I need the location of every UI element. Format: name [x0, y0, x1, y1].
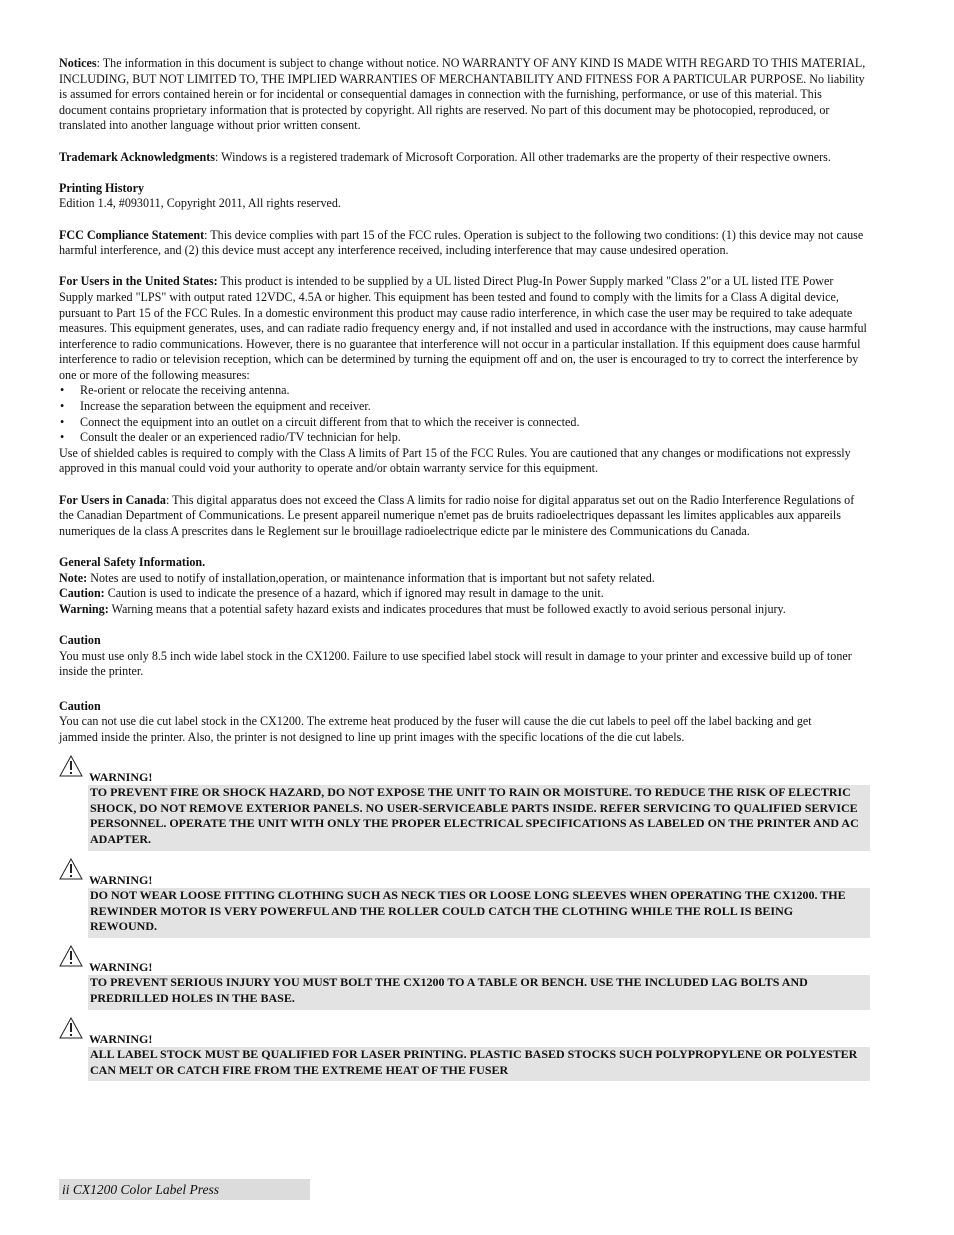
fcc-paragraph: [59, 228, 867, 259]
note-text: Notes are used to notify of installation,operation, or maintenance information that is important but not safety related.: [87, 570, 655, 585]
us-users-section: [59, 274, 867, 477]
printing-history-label: Printing History: [59, 180, 144, 195]
warning-triangle-icon: [59, 858, 83, 880]
fcc-text: : This device complies with part 15 of the FCC rules. Operation is subject to the following two conditions: (1) this device may not cause harmful interference, and (2) this device must accept any interference received, including interference that may cause undesired operation.: [59, 227, 864, 258]
list-item: • Re-orient or relocate the receiving antenna.: [59, 383, 867, 399]
caution-label: Caution:: [59, 586, 105, 601]
safety-section: [59, 555, 867, 617]
notices-text: : The information in this document is subject to change without notice. NO WARRANTY OF ANY KIND IS MADE WITH REGARD TO THIS MATERIAL, INCLUDING, BUT NOT LIMITED TO, THE IMPLIED WARRANTIES OF MERCHANTABILITY AND FITNESS FOR A PARTICULAR PURPOSE. No liability is assumed for errors contained herein or for incidental or consequential damages in connection with the furnishing, performance, or use of this material. This document contains proprietary information that is protected by copyright. All rights are reserved. No part of this document may be photocopied, reproduced, or translated into another language without prior written consent.: [59, 56, 866, 133]
warning-title: WARNING!: [89, 1031, 153, 1046]
trademark-paragraph: [59, 150, 867, 166]
note-label: Note:: [59, 570, 88, 585]
list-item: • Connect the equipment into an outlet on a circuit different from that to which the receiver is connected.: [59, 415, 867, 431]
warning-text: TO PREVENT FIRE OR SHOCK HAZARD, DO NOT EXPOSE THE UNIT TO RAIN OR MOISTURE. TO REDUCE THE RISK OF ELECTRIC SHOCK, DO NOT REMOVE EXTERIOR PANELS. NO USER-SERVICEABLE PARTS INSIDE. REFER SERVICING TO QUALIFIED SERVICE PERSONNEL. OPERATE THE UNIT WITH ONLY THE PROPER ELECTRICAL SPECIFICATIONS AS LABELED ON THE PRINTER AND AC ADAPTER.: [88, 785, 870, 850]
caution-title: Caution: [59, 632, 101, 647]
trademark-text: : Windows is a registered trademark of Microsoft Corporation. All other trademarks are the property of their respective owners.: [214, 149, 831, 164]
safety-title: General Safety Information.: [59, 555, 206, 569]
warning-triangle-icon: [59, 755, 83, 777]
warning-text: DO NOT WEAR LOOSE FITTING CLOTHING SUCH AS NECK TIES OR LOOSE LONG SLEEVES WHEN OPERATING THE CX1200. THE REWINDER MOTOR IS VERY POWERFUL AND THE ROLLER COULD CATCH THE CLOTHING WHILE THE ROLL IS BEING REWOUND.: [88, 888, 870, 938]
fcc-label: FCC Compliance Statement: [59, 227, 205, 242]
caution-text: You can not use die cut label stock in the CX1200. The extreme heat produced by the fuser will cause the die cut labels to peel off the label backing and get jammed inside the printer. Also, the printer is not designed to line up print images with the specific locations of the die cut labels.: [59, 714, 812, 744]
warning-title: WARNING!: [89, 959, 153, 974]
caution-title: Caution: [59, 698, 101, 713]
list-item: • Consult the dealer or an experienced radio/TV technician for help.: [59, 430, 867, 446]
us-users-label: For Users in the United States:: [59, 274, 218, 289]
warning-title: WARNING!: [89, 872, 153, 887]
list-item: • Increase the separation between the equipment and receiver.: [59, 399, 867, 415]
caution-text: Caution is used to indicate the presence of a hazard, which if ignored may result in damage to the unit.: [104, 586, 604, 601]
warning-text: TO PREVENT SERIOUS INJURY YOU MUST BOLT THE CX1200 TO A TABLE OR BENCH. USE THE INCLUDED LAG BOLTS AND PREDRILLED HOLES IN THE BASE.: [88, 975, 870, 1009]
notices-paragraph: [59, 56, 867, 134]
page-footer: ii CX1200 Color Label Press: [59, 1179, 310, 1200]
warning-box: [59, 960, 867, 1010]
warning-box: [59, 873, 867, 938]
warning-triangle-icon: [59, 945, 83, 967]
us-users-text: This product is intended to be supplied by a UL listed Direct Plug-In Power Supply marked "Class 2"or a UL listed ITE Power Supply marked "LPS" with output rated 12VDC, 4.5A or higher. This equipment has been tested and found to comply with the limits for a Class A digital device, pursuant to Part 15 of the FCC Rules. In a domestic environment this product may cause radio interference, in which case the user may be required to take adequate measures. This equipment generates, uses, and can radiate radio frequency energy and, if not installed and used in accordance with the instructions, may cause harmful interference to radio communications. However, there is no guarantee that interference will not occur in a particular installation. If this equipment does cause harmful interference to radio or television reception, which can be determined by turning the equipment off and on, the user is encouraged to try to correct the interference by one or more of the following measures:: [59, 274, 867, 382]
warning-box: [59, 770, 867, 851]
canada-text: : This digital apparatus does not exceed the Class A limits for radio noise for digital apparatus set out on the Radio Interference Regulations of the Canadian Department of Communications. Le present appareil numerique n'emet pas de bruits radioelectriques depassant les limites applicables aux appareils numeriques de la class A prescrites dans le Reglement sur le brouillage radioelectrique edicte par le ministere des Communications du Canada.: [59, 492, 855, 538]
warning-title: WARNING!: [89, 769, 153, 784]
warning-text: ALL LABEL STOCK MUST BE QUALIFIED FOR LASER PRINTING. PLASTIC BASED STOCKS SUCH POLYPROPYLENE OR POLYESTER CAN MELT OR CATCH FIRE FROM THE EXTREME HEAT OF THE FUSER: [88, 1047, 870, 1081]
warning-triangle-icon: [59, 1017, 83, 1039]
warning-box: [59, 1032, 867, 1082]
printing-history-section: [59, 181, 867, 212]
document-body: [59, 56, 867, 1093]
caution-section-2: [59, 699, 867, 746]
printing-history-text: Edition 1.4, #093011, Copyright 2011, All rights reserved.: [59, 196, 341, 211]
warning-text: Warning means that a potential safety hazard exists and indicates procedures that must be followed exactly to avoid serious personal injury.: [108, 601, 786, 616]
warning-label: Warning:: [59, 601, 109, 616]
canada-label: For Users in Canada: [59, 492, 166, 507]
canada-paragraph: [59, 493, 867, 540]
caution-text: You must use only 8.5 inch wide label stock in the CX1200. Failure to use specified label stock will result in damage to your printer and excessive build up of toner inside the printer.: [59, 648, 852, 679]
shielded-cables-text: Use of shielded cables is required to comply with the Class A limits of Part 15 of the FCC Rules. You are cautioned that any changes or modifications not expressly approved in this manual could void your authority to operate and/or obtain warranty service for this equipment.: [59, 445, 851, 476]
trademark-label: Trademark Acknowledgments: [59, 149, 215, 164]
caution-section-1: [59, 633, 867, 680]
notices-label: Notices: [59, 56, 97, 70]
measures-list: [59, 383, 867, 445]
